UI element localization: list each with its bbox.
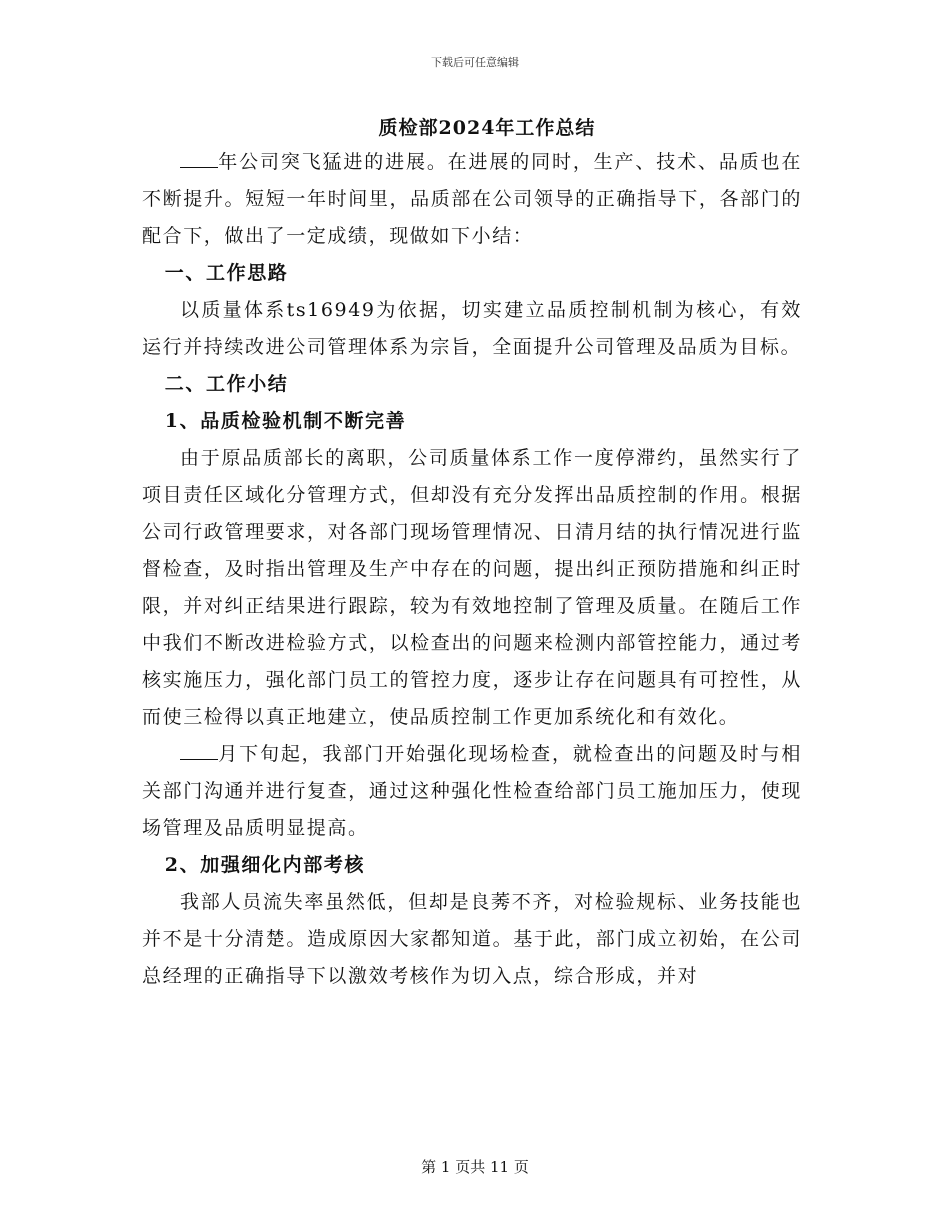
document-body <box>142 112 802 995</box>
fill-blank <box>180 149 218 168</box>
document-title: 质检部2024年工作总结 <box>378 117 596 139</box>
paragraph-3-text: 月下旬起，我部门开始强化现场检查，就检查出的问题及时与相关部门沟通并进行复查，通过这种强化性检查给部门员工施加压力，使现场管理及品质明显提高。 <box>142 743 802 839</box>
page-footer: 第 1 页共 11 页 <box>421 1158 529 1176</box>
section-heading-2: 二、工作小结 <box>164 373 289 395</box>
subsection-heading-1: 1、品质检验机制不断完善 <box>164 410 407 432</box>
paragraph-1: 以质量体系ts16949为依据，切实建立品质控制机制为核心，有效运行并持续改进公司管理体系为宗旨，全面提升公司管理及品质为目标。 <box>142 299 802 358</box>
intro-paragraph <box>142 144 802 255</box>
paragraph-4: 我部人员流失率虽然低，但却是良莠不齐，对检验规标、业务技能也并不是十分清楚。造成原因大家都知道。基于此，部门成立初始，在公司总经理的正确指导下以激效考核作为切入点，综合形成，并对 <box>142 891 802 987</box>
fill-blank <box>180 741 218 760</box>
paragraph-2: 由于原品质部长的离职，公司质量体系工作一度停滞约，虽然实行了项目责任区域化分管理方式，但却没有充分发挥出品质控制的作用。根据公司行政管理要求，对各部门现场管理情况、日清月结的执行情况进行监督检查，及时指出管理及生产中存在的问题，提出纠正预防措施和纠正时限，并对纠正结果进行跟踪，较为有效地控制了管理及质量。在随后工作中我们不断改进检验方式，以检查出的问题来检测内部管控能力，通过考核实施压力，强化部门员工的管控力度，逐步让存在问题具有可控性，从而使三检得以真正地建立，使品质控制工作更加系统化和有效化。 <box>142 447 802 728</box>
intro-text: 年公司突飞猛进的进展。在进展的同时，生产、技术、品质也在不断提升。短短一年时间里，品质部在公司领导的正确指导下，各部门的配合下，做出了一定成绩，现做如下小结： <box>142 151 802 247</box>
page-header: 下载后可任意编辑 <box>431 56 519 69</box>
subsection-heading-2: 2、加强细化内部考核 <box>164 854 366 876</box>
paragraph-3 <box>142 736 802 847</box>
section-heading-1: 一、工作思路 <box>164 262 289 284</box>
